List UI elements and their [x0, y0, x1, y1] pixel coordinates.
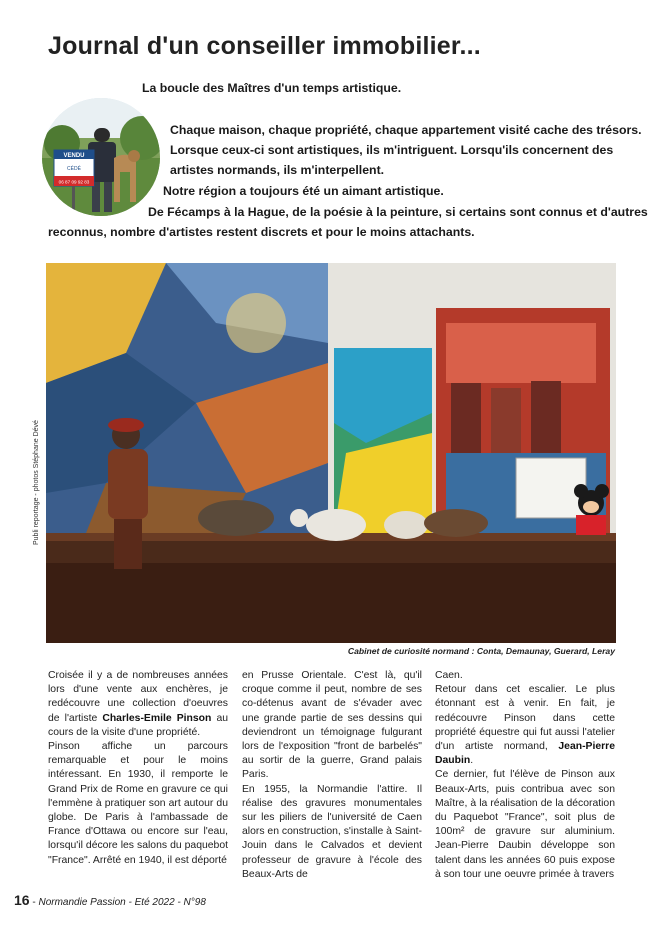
intro-line-2: Lorsque ceux-ci sont artistiques, ils m'intriguent. Lorsqu'ils concernent des	[170, 143, 614, 157]
article-column-2	[242, 669, 422, 882]
sign-mid: CÉDÉ	[67, 166, 81, 172]
photo-caption: Cabinet de curiosité normand : Conta, Demaunay, Guerard, Leray	[347, 646, 615, 656]
page-title: Journal d'un conseiller immobilier...	[48, 32, 481, 60]
article-column-1	[48, 669, 228, 868]
main-photo	[46, 263, 616, 643]
col3-paragraph-2: Retour dans cet escalier. Le plus étonnant est à venir. En fait, je redécouvre Pinson dans cette propriété équestre qui fut aussi l'atelier d'un artiste normand, Jean-Pierre Daubin.	[435, 684, 615, 767]
col3-paragraph-3: Ce dernier, fut l'élève de Pinson aux Beaux-Arts, puis contribua avec son Maître, à la réalisation de la décoration du Paquebot "France", soit plus de 100m² de gravure sur aluminium. Jean-Pierre Daubin développe son talent dans les années 60 puis expose à son tour une oeuvre primée à travers	[435, 769, 615, 880]
intro-line-6: reconnus, nombre d'artistes restent discrets et pour le moins attachants.	[48, 225, 475, 239]
col1-paragraph-1: Croisée il y a de nombreuses années lors d'une vente aux enchères, je redécouvre une collection d'oeuvres de l'artiste Charles-Emile Pinson au cours de la visite d'une propriété.	[48, 670, 229, 738]
page-number: 16	[14, 892, 30, 908]
article-column-3	[435, 669, 615, 882]
intro-line-1: Chaque maison, chaque propriété, chaque appartement visité cache des trésors.	[170, 123, 642, 137]
intro-line-3: artistes normands, ils m'interpellent.	[170, 163, 385, 177]
intro-line-4: Notre région a toujours été un aimant artistique.	[163, 184, 444, 198]
col1-paragraph-2: Pinson affiche un parcours remarquable et pour le moins intéressant. En 1930, il remporte le Grand Prix de Rome en gravure ce qui l'emmène à pratiquer son art autour du globe. De Paris à l'ambassade de France d'Ottawa ou encore sur l'eau, lorsqu'il décore les salons du paquebot "France". Arrêté en 1940, il est déporté	[48, 741, 228, 866]
sign-top: VENDU	[63, 153, 85, 159]
artist-name-pinson: Charles-Emile Pinson	[102, 712, 212, 724]
artist-name-daubin: Jean-Pierre Daubin	[435, 741, 615, 767]
footer-separator: -	[29, 897, 39, 908]
magazine-info: Normandie Passion - Eté 2022 - N°98	[38, 897, 206, 908]
intro-line-5: De Fécamps à la Hague, de la poésie à la peinture, si certains sont connus et d'autres	[148, 205, 648, 219]
sale-sign	[54, 150, 94, 186]
page-footer	[14, 892, 206, 908]
col2-paragraph-1: en Prusse Orientale. C'est là, qu'il croque comme il peut, nombre de ses co-détenus avant de s'évader avec une grande partie de ses dessins qui deviendront un témoignage fulgurant lors de l'exposition "front de barbelés" au sortir de la guerre, Grand palais Paris.	[242, 670, 422, 781]
author-avatar	[42, 98, 160, 216]
sign-phone: 06 87 09 92 83	[58, 179, 90, 185]
photo-credit: Publi reportage - photos Stéphane Dévé	[33, 420, 40, 545]
col3-paragraph-1: Caen.	[435, 670, 463, 681]
col2-paragraph-2: En 1955, la Normandie l'attire. Il réalise des gravures monumentales sur les piliers de l'université de Caen alors en construction, s'installe à Saint-Jouin dans le Calvados et devient professeur de gravure à l'école des Beaux-Arts de	[242, 783, 422, 880]
intro-heading: La boucle des Maîtres d'un temps artistique.	[142, 81, 402, 95]
